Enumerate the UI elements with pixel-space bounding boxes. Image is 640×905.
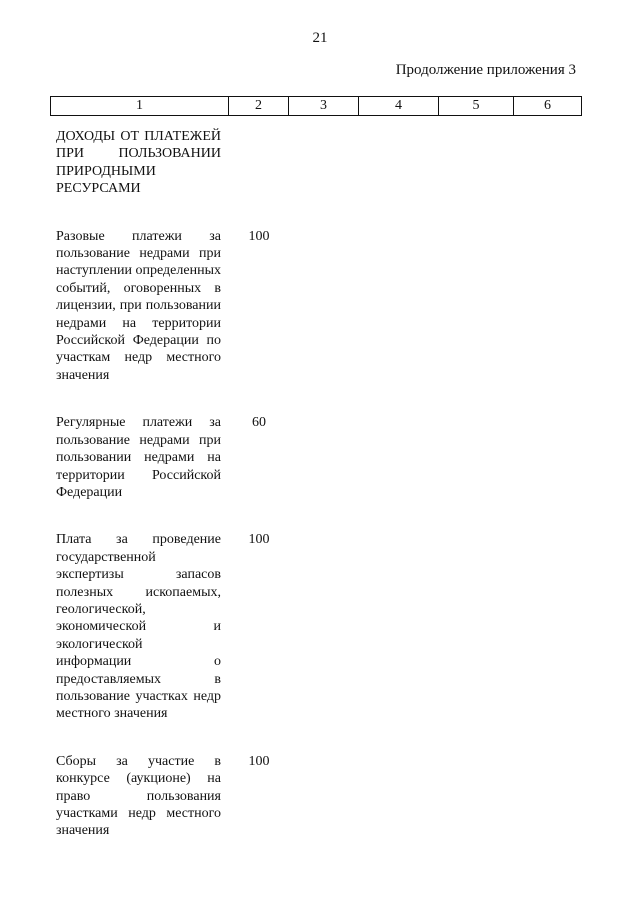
column-header-5: 5 bbox=[439, 97, 514, 116]
row-value: 100 bbox=[248, 228, 270, 244]
row-description: Разовые платежи за пользование недрами при наступлении определенных событий, оговоренных в лицензии, при пользовании недрами на территории Российской Федерации по участкам недр местного значения bbox=[56, 228, 221, 383]
column-header-6: 6 bbox=[514, 97, 582, 116]
table-row bbox=[56, 753, 296, 840]
column-header-1: 1 bbox=[51, 97, 229, 116]
column-header-2: 2 bbox=[229, 97, 289, 116]
section-heading: ДОХОДЫ ОТ ПЛАТЕЖЕЙ ПРИ ПОЛЬЗОВАНИИ ПРИРОДНЫМИ РЕСУРСАМИ bbox=[56, 129, 221, 197]
row-value: 60 bbox=[252, 415, 266, 431]
table-body bbox=[56, 128, 296, 870]
row-description: Регулярные платежи за пользование недрами при пользовании недрами на территории Российской Федерации bbox=[56, 415, 221, 500]
table-row bbox=[56, 531, 296, 722]
row-description: Плата за проведение государственной экспертизы запасов полезных ископаемых, геологической, экономической и экологической информации о предоставляемых в пользование участках недр местного значения bbox=[56, 532, 221, 722]
table-row bbox=[56, 414, 296, 501]
column-header-4: 4 bbox=[359, 97, 439, 116]
column-header-3: 3 bbox=[289, 97, 359, 116]
continuation-label: Продолжение приложения 3 bbox=[395, 62, 576, 78]
column-number-row bbox=[50, 96, 582, 116]
row-value: 100 bbox=[248, 532, 270, 548]
table-row bbox=[56, 228, 296, 385]
row-value: 100 bbox=[248, 753, 270, 769]
page-number: 21 bbox=[312, 30, 328, 46]
table-row bbox=[56, 128, 296, 198]
row-description: Сборы за участие в конкурсе (аукционе) на право пользования участками недр местного значения bbox=[56, 753, 221, 839]
